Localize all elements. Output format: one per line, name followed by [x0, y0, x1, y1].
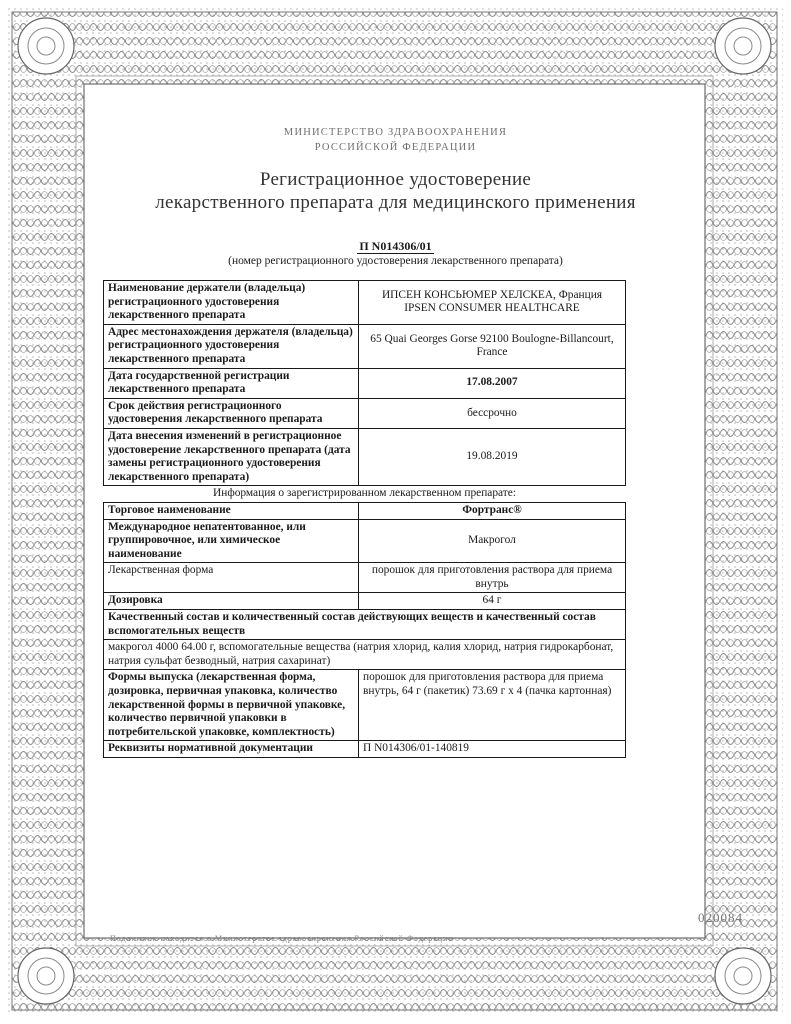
table-row-address	[104, 324, 626, 368]
registration-number	[0, 239, 791, 254]
change-date-value: 19.08.2019	[359, 428, 626, 485]
table-row-normative	[104, 741, 626, 758]
validity-label: Срок действия регистрационного удостоверения лекарственного препарата	[104, 398, 359, 428]
trade-name-label: Торговое наименование	[104, 502, 359, 519]
dosage-label: Дозировка	[104, 593, 359, 610]
table-row-registration-date	[104, 368, 626, 398]
change-date-label: Дата внесения изменений в регистрационное удостоверение лекарственного препарата (дата замены регистрационного удостоверения лекарственного препарата)	[104, 428, 359, 485]
table-row-inn	[104, 519, 626, 563]
table-row-validity	[104, 398, 626, 428]
table-row-composition-label	[104, 610, 626, 640]
info-section-heading: Информация о зарегистрированном лекарственном препарате:	[104, 486, 626, 503]
normative-label: Реквизиты нормативной документации	[104, 741, 359, 758]
address-country: France	[476, 346, 508, 359]
form-serial-number: 020084	[698, 910, 743, 925]
release-forms-value: порошок для приготовления раствора для приема внутрь, 64 г (пакетик) 73.69 г x 4 (пачка картонная)	[359, 670, 626, 741]
composition-value: макрогол 4000 64.00 г, вспомогательные вещества (натрия хлорид, калия хлорид, натрия гидрокарбонат, натрия сульфат безводный, натрия сахаринат)	[104, 640, 626, 670]
dosage-form-label: Лекарственная форма	[104, 563, 359, 593]
table-row-change-date	[104, 428, 626, 485]
inn-value: Макрогол	[359, 519, 626, 563]
table-row-holder	[104, 281, 626, 325]
registration-date-label: Дата государственной регистрации лекарственного препарата	[104, 368, 359, 398]
address-line: 65 Quai Georges Gorse 92100 Boulogne-Billancourt,	[370, 332, 614, 345]
table-row-composition	[104, 640, 626, 670]
holder-label: Наименование держатели (владельца) регистрационного удостоверения лекарственного препарата	[104, 281, 359, 325]
holder-name-ru: ИПСЕН КОНСЬЮМЕР ХЕЛСКЕА, Франция	[381, 288, 603, 301]
footer-note: Подлинник находится в Министерстве здравоохранения Российской Федерации	[110, 935, 454, 943]
table-row-dosage-form	[104, 563, 626, 593]
table-row-dosage	[104, 593, 626, 610]
dosage-form-value: порошок для приготовления раствора для приема внутрь	[359, 563, 626, 593]
table-row-trade-name	[104, 502, 626, 519]
address-value	[359, 324, 626, 368]
registration-table	[103, 280, 626, 758]
validity-value: бессрочно	[359, 398, 626, 428]
normative-value: П N014306/01-140819	[359, 741, 626, 758]
ministry-name: МИНИСТЕРСТВО ЗДРАВООХРАНЕНИЯ	[283, 127, 508, 138]
registration-number-value: П N014306/01	[359, 239, 432, 253]
inn-label: Международное непатентованное, или группировочное, или химическое наименование	[104, 519, 359, 563]
dosage-value: 64 г	[359, 593, 626, 610]
registration-date-value: 17.08.2007	[359, 368, 626, 398]
release-forms-label: Формы выпуска (лекарственная форма, дозировка, первичная упаковка, количество лекарственной формы в первичной упаковке, количество первичной упаковки в потребительской упаковке, комплектность)	[104, 670, 359, 741]
registration-number-caption: (номер регистрационного удостоверения лекарственного препарата)	[228, 255, 563, 267]
document-subtitle: лекарственного препарата для медицинского применения	[155, 192, 636, 213]
holder-name-en: IPSEN CONSUMER HEALTHCARE	[404, 302, 580, 315]
address-label: Адрес местонахождения держателя (владельца) регистрационного удостоверения лекарственного препарата	[104, 324, 359, 368]
document-title: Регистрационное удостоверение	[259, 169, 532, 190]
table-row-info-section	[104, 486, 626, 503]
composition-label: Качественный состав и количественный состав действующих веществ и качественный состав вспомогательных веществ	[104, 610, 626, 640]
ministry-country: РОССИЙСКОЙ ФЕДЕРАЦИИ	[314, 142, 477, 153]
table-row-release-forms	[104, 670, 626, 741]
trade-name-value: Фортранс®	[359, 502, 626, 519]
holder-value	[359, 281, 626, 325]
